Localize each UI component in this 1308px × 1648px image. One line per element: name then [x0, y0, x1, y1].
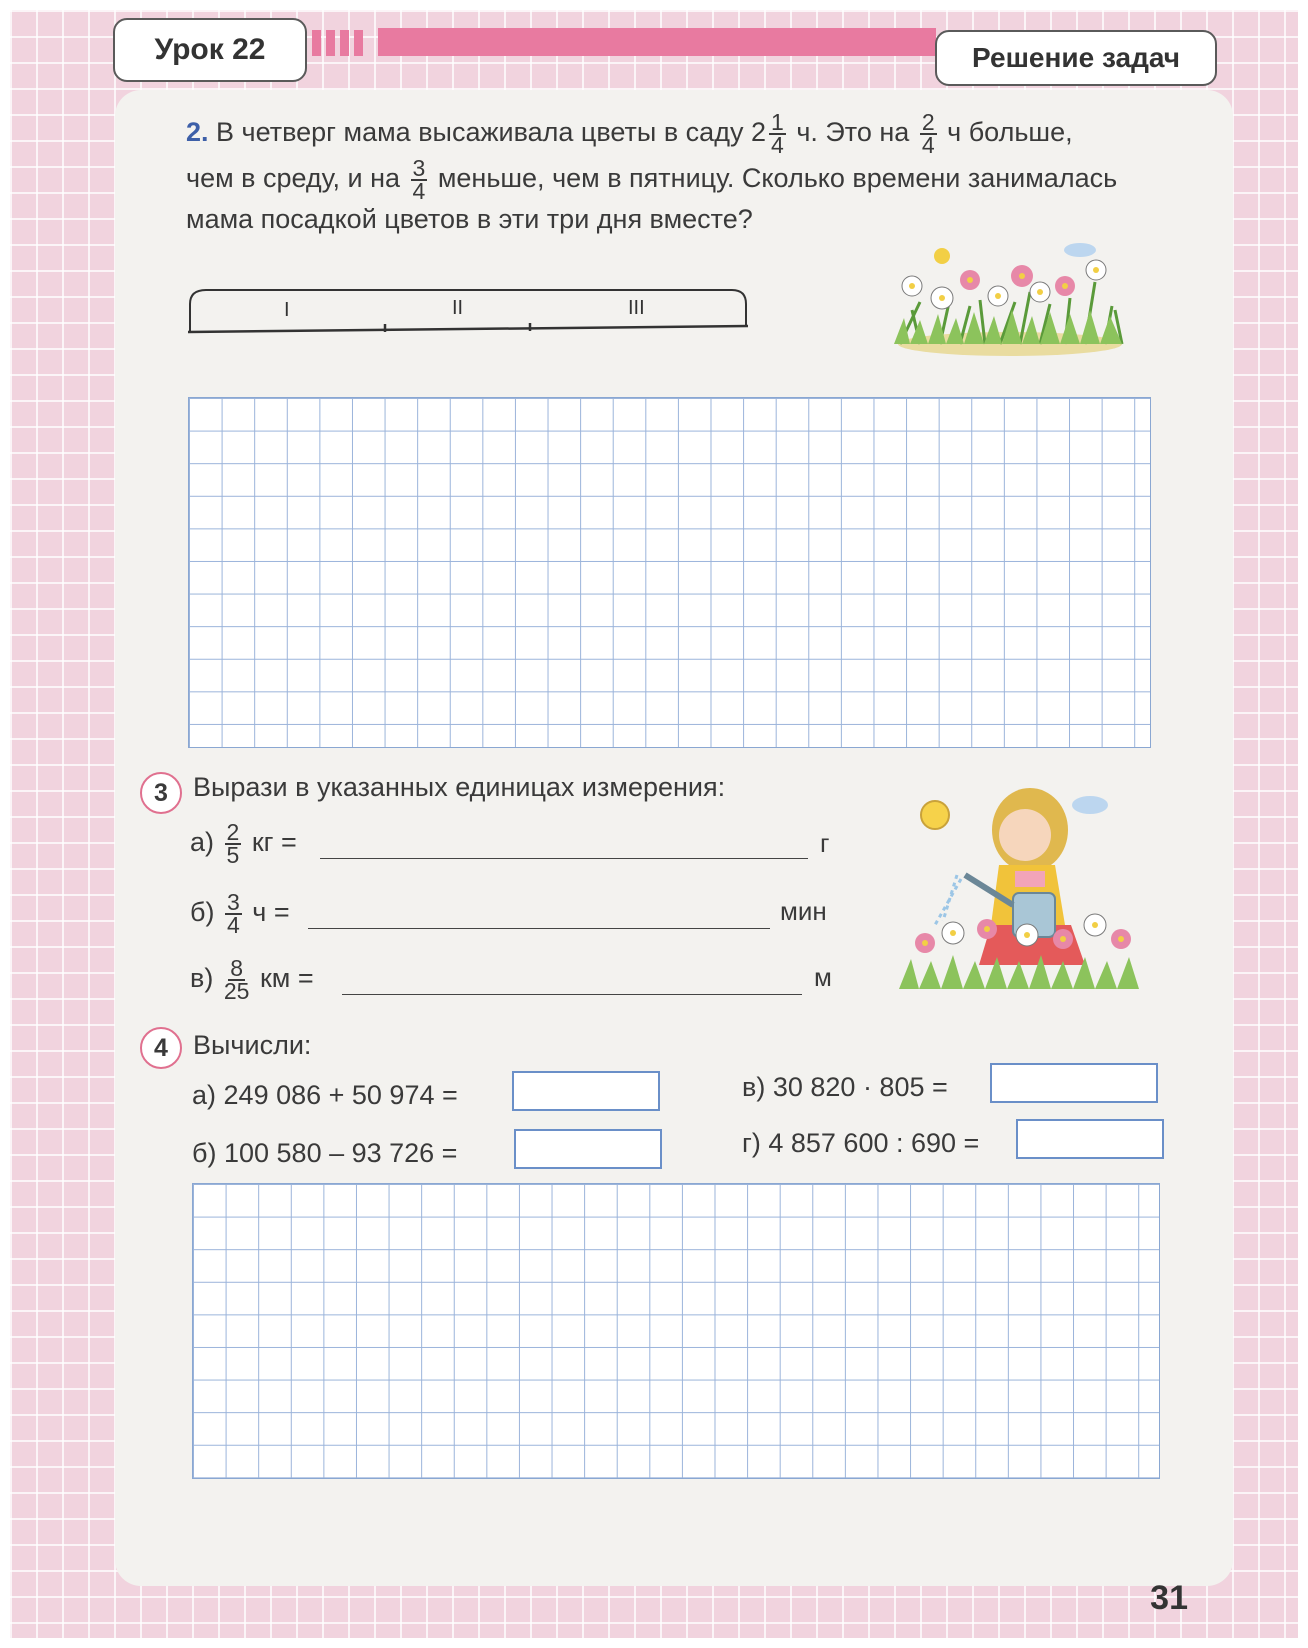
unit-a: г: [820, 828, 830, 858]
flower-bed-icon: [890, 240, 1130, 360]
topic-label: Решение задач: [935, 30, 1217, 86]
answer-box-d[interactable]: [1016, 1119, 1164, 1159]
task4-item-c: в) 30 820 · 805 =: [742, 1072, 948, 1102]
fraction-3-4b: $\frac{3}{4}$: [226, 889, 240, 938]
segment-line: [188, 326, 748, 332]
segment-label-3: III: [628, 297, 645, 319]
task4-number: 4: [140, 1027, 182, 1069]
task2-line2: чем в среду, и на $\frac{3}{4}$ меньше, чем в пятницу. Сколько времени занималась: [186, 155, 1118, 204]
answer-box-a[interactable]: [512, 1071, 660, 1111]
work-grid-2[interactable]: [192, 1183, 1160, 1479]
answer-line-c[interactable]: [342, 994, 802, 995]
task2-line1: 2. В четверг мама высаживала цветы в саду 2 $\frac{1}{4}$ ч. Это на $\frac{2}{4}$ ч больше,: [186, 109, 1073, 158]
answer-line-b[interactable]: [308, 928, 770, 929]
page-number: 31: [1150, 1579, 1188, 1617]
task4-item-d: г) 4 857 600 : 690 =: [742, 1128, 980, 1158]
header-band: [378, 28, 936, 56]
work-grid-1[interactable]: [188, 397, 1151, 748]
fraction-2-4: $\frac{2}{4}$: [921, 109, 935, 158]
fraction-8-25: $\frac{8}{25}$: [223, 955, 250, 1004]
answer-line-a[interactable]: [320, 858, 808, 859]
answer-box-b[interactable]: [514, 1129, 662, 1169]
unit-b: мин: [780, 896, 827, 926]
segment-label-2: II: [452, 297, 464, 319]
lesson-label: Урок 22: [113, 18, 307, 82]
segment-label-1: I: [284, 299, 290, 321]
task2-number: 2.: [186, 117, 209, 148]
fraction-1-4: $\frac{1}{4}$: [771, 109, 784, 158]
fraction-2-5: $\frac{2}{5}$: [226, 819, 240, 868]
segment-diagram: [180, 280, 760, 350]
task4-item-b: б) 100 580 – 93 726 =: [192, 1138, 458, 1168]
header-stripes: [312, 30, 363, 56]
task3-number: 3: [140, 772, 182, 814]
task3-title: Вырази в указанных единицах измерения:: [193, 772, 726, 802]
task4-title: Вычисли:: [193, 1030, 312, 1060]
fraction-3-4: $\frac{3}{4}$: [412, 155, 426, 204]
task3-item-a: а) $\frac{2}{5}$ кг =: [190, 819, 297, 868]
unit-c: м: [814, 962, 832, 992]
task4-item-a: а) 249 086 + 50 974 =: [192, 1080, 458, 1110]
answer-box-c[interactable]: [990, 1063, 1158, 1103]
task3-item-c: в) $\frac{8}{25}$ км =: [190, 955, 314, 1004]
task3-item-b: б) $\frac{3}{4}$ ч =: [190, 889, 290, 938]
task2-line3: мама посадкой цветов в эти три дня вместе?: [186, 204, 753, 234]
girl-watering-flowers-icon: [895, 775, 1145, 1000]
